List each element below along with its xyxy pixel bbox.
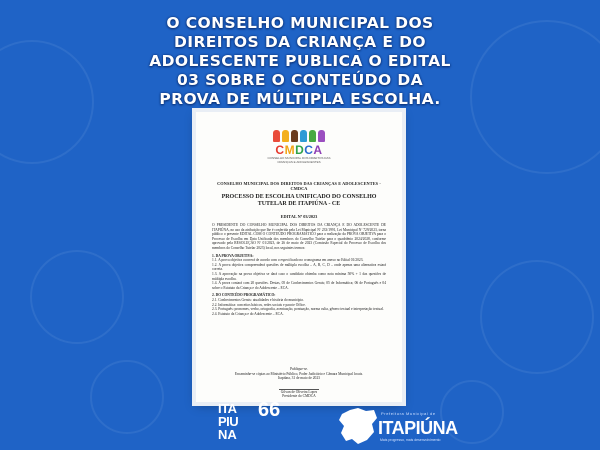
headline-line: ADOLESCENTE PUBLICA O EDITAL: [149, 52, 451, 70]
city-logo-line: NA: [218, 427, 237, 442]
cmdca-subtitle: CONSELHO MUNICIPAL DOS DIREITOS DAS CRIANÇAS E ADOLESCENTES: [267, 156, 331, 164]
city-logo-line: ITA: [218, 401, 237, 416]
signature-line: [279, 381, 319, 390]
section-title: 2. DO CONTEÚDO PROGRAMÁTICO:: [212, 293, 276, 298]
headline-line: O CONSELHO MUNICIPAL DOS: [166, 14, 434, 32]
cmdca-logo: [266, 130, 332, 176]
headline: [0, 14, 600, 109]
document-body: [212, 223, 386, 373]
children-illustration: [266, 130, 332, 142]
council-name: CONSELHO MUNICIPAL DOS DIREITOS DAS CRIANÇAS E ADOLESCENTES - CMDCA: [217, 181, 381, 191]
city-logo-line: PIU: [218, 414, 239, 429]
intro-paragraph: O PRESIDENTE DO CONSELHO MUNICIPAL DOS DIREITOS DA CRIANÇA E DO ADOLESCENTE DE ITAPIÚNA, no uso da atribuição que lhe é conferida pela Lei Municipal Nº 233/1991, Lei Municipal Nº 729/2023, torna público o presente EDITAL COM O CONTEÚDO PROGRAMÁTICO para a realização da PROVA OBJETIVA para o Processo de Escolha em Data Unificada dos membros do Conselho Tutelar para o quadriênio 2024/2028, conforme aprovado pela RESOLUÇÃO Nº 01/2023, de 26 de maio de 2023 (Comissão Especial do Processo de Escolha dos membros do Conselho Tutelar 2023) local, nos seguintes termos:: [212, 223, 386, 250]
section-item: 2.2. Informática: conceitos básicos, redes sociais e pacote Office.: [212, 302, 306, 307]
section-item: 1.2. A prova objetiva compreenderá questões de múltipla escolha – A, B, C, D – onde apenas uma alternativa estará correta.: [212, 262, 386, 272]
headline-line: PROVA DE MÚLTIPLA ESCOLHA.: [159, 90, 441, 108]
edital-number: EDITAL Nº 03/2023: [280, 214, 318, 219]
headline-line: 03 SOBRE O CONTEÚDO DA: [177, 71, 423, 89]
section-item: 1.1. A prova objetiva ocorrerá de acordo com o especificado no cronograma em anexo no Edital 01/2023.: [212, 258, 364, 263]
city-logo-number: 66: [258, 399, 281, 421]
signature-block: [216, 367, 382, 399]
prefeitura-logo: [336, 404, 458, 448]
itapiuna-66-logo: [218, 399, 281, 442]
ceara-map-icon: [336, 406, 380, 446]
cmdca-wordmark: CMDCA: [275, 143, 323, 157]
section-item: 2.1. Conhecimentos Gerais: atualidades e história do município.: [212, 297, 305, 302]
headline-line: DIREITOS DA CRIANÇA E DO: [174, 33, 426, 51]
section-item: 2.4. Estatuto da Criança e do Adolescente – ECA.: [212, 311, 284, 316]
section-item: 1.3. A aprovação na prova objetiva se dará caso o candidato obtenha como nota mínima 50% + 1 das questões de múltipla escolha.: [212, 271, 386, 281]
prefeitura-top-text: Prefeitura Municipal de: [381, 411, 436, 416]
section-item: 2.3. Português: pronomes, verbo, ortografia, acentuação, pontuação, norma culta, gênero textual e interpretação textual.: [212, 307, 384, 312]
closing-line: Publique-se.: [290, 367, 308, 371]
signer-role: Presidente do CMDCA: [282, 394, 316, 398]
prefeitura-name: ITAPIÚNA: [378, 418, 458, 438]
prefeitura-slogan: Mais progresso, mais desenvolvimento: [380, 438, 441, 442]
section-item: 1.4. A prova contará com 20 questões. Destas, 05 de Conhecimentos Gerais; 05 de Informática; 06 de Português e 04 sobre o Estatuto da Criança e do Adolescente – ECA.: [212, 281, 386, 290]
closing-line: Encaminhe-se cópias ao Ministério Público, Poder Judiciário e Câmara Municipal locais.: [234, 371, 364, 376]
process-title: PROCESSO DE ESCOLHA UNIFICADO DO CONSELHO TUTELAR DE ITAPIÚNA - CE: [221, 194, 377, 207]
closing-date: Itapiúna, 31 de maio de 2023: [278, 376, 320, 380]
signer-name: Gilvan de Oliveira Lopes: [280, 389, 318, 394]
section-title: 1. DA PROVA OBJETIVA:: [212, 253, 254, 258]
edital-document: [196, 112, 402, 402]
